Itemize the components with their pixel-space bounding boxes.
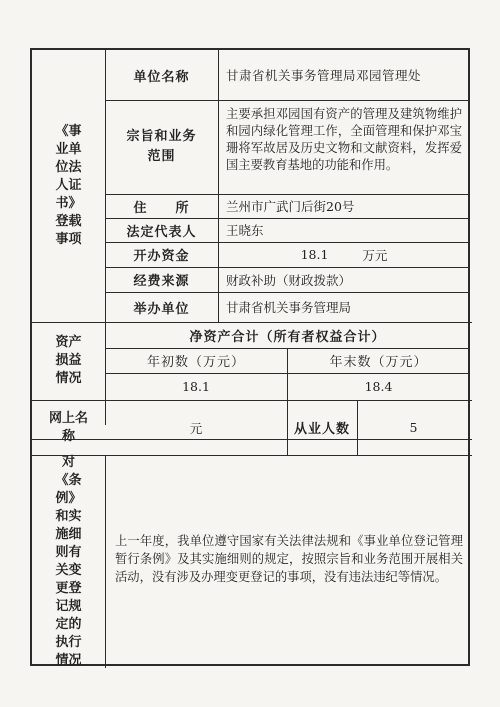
registration-section-text: 《事业单位法人证书》登载事项 xyxy=(55,124,82,247)
execution-section-text: 对《条例》和实施细则有关变更登记规定的执行情况 xyxy=(55,454,82,668)
sponsor-label: 举办单位 xyxy=(133,301,190,317)
execution-text: 上一年度，我单位遵守国家有关法律法规和《事业单位登记管理暂行条例》及其实施细则的规定，按照宗旨和业务范围开展相关活动，没有涉及办理变更登记的事项，没有违法违纪等情况。 xyxy=(115,534,463,584)
staff-value: 5 xyxy=(409,420,418,435)
end-label: 年末数（万元） xyxy=(329,355,428,370)
assets-section-label xyxy=(32,322,105,400)
capital-amount: 18.1 xyxy=(300,247,329,262)
net-assets-label: 净资产合计（所有者权益合计） xyxy=(189,329,386,345)
online-name-value: 元 xyxy=(189,420,203,436)
address-value: 兰州市广武门后街20号 xyxy=(226,199,355,214)
annual-report-form xyxy=(30,48,470,666)
scope-label-text: 宗旨和业务范围 xyxy=(126,129,197,164)
online-name-text: 网上名称 xyxy=(48,410,88,444)
scope-label xyxy=(105,100,218,194)
begin-value: 18.1 xyxy=(182,379,210,394)
end-value: 18.4 xyxy=(364,379,393,394)
assets-section-text: 资产损益情况 xyxy=(55,335,82,386)
staff-label: 从业人数 xyxy=(293,422,350,437)
online-name-label xyxy=(32,400,105,455)
capital-value xyxy=(218,242,470,267)
unit-name-label: 单位名称 xyxy=(133,69,190,85)
legal-rep-label: 法定代表人 xyxy=(126,224,197,240)
execution-section-label xyxy=(32,455,105,668)
grid-line xyxy=(105,455,106,668)
funding-label: 经费来源 xyxy=(133,274,190,289)
unit-name-value: 甘肃省机关事务管理局邓园管理处 xyxy=(226,68,422,83)
registration-section-label xyxy=(32,50,105,322)
begin-label: 年初数（万元） xyxy=(146,355,245,370)
funding-value: 财政补助（财政拨款） xyxy=(226,272,352,288)
address-label: 住 所 xyxy=(133,200,190,216)
scope-value: 主要承担邓园国有资产的管理及建筑物维护和园内绿化管理工作，全面管理和保护邓宝珊将军故居及历史文物和文献资料，发挥爱国主要教育基地的功能和作用。 xyxy=(226,107,462,172)
sponsor-value: 甘肃省机关事务管理局 xyxy=(226,300,352,315)
capital-label: 开办资金 xyxy=(133,249,190,264)
legal-rep-value: 王晓东 xyxy=(226,223,264,238)
capital-unit: 万元 xyxy=(362,247,388,263)
